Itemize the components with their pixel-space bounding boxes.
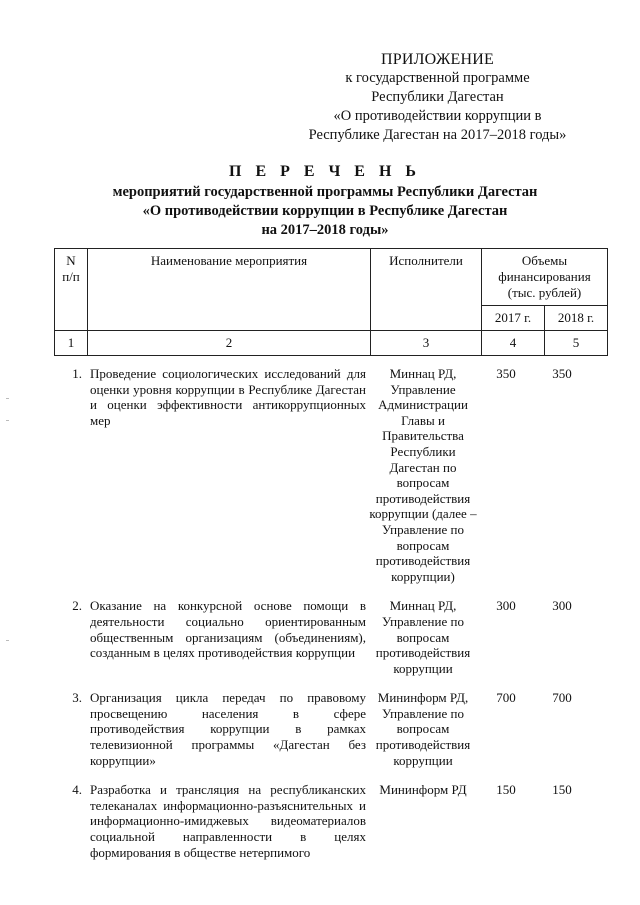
row-number: 3. [72,690,82,706]
scan-mark [6,420,9,421]
appendix-line: к государственной программе [345,70,530,86]
executor: Мининформ РД [379,782,467,798]
header-financing: Объемы финансирования (тыс. рублей) [482,249,608,306]
executor: Мининформ РД, Управление по вопросам противодействия коррупции [375,690,471,768]
table-row [54,782,590,860]
scan-mark [6,398,9,399]
activity-name: Организация цикла передач по правовому просвещению населения в сфере противодействия коррупции в рамках телевизионной программы «Дагестан без коррупции» [90,690,366,768]
activity-name: Оказание на конкурсной основе помощи в деятельности социально ориентированным общественным организациям (объединениям), созданным в целях противодействия коррупции [90,598,366,661]
index-cell: 2 [88,331,371,356]
appendix-block [280,50,595,145]
appendix-title: ПРИЛОЖЕНИЕ [380,51,494,68]
value-2017: 300 [496,598,516,614]
value-2018: 150 [552,782,572,798]
row-number: 1. [72,366,82,381]
heading-line: мероприятий государственной программы Республики Дагестан [112,184,538,200]
value-2018: 700 [552,690,572,706]
index-cell: 5 [545,331,608,356]
header-year-2018: 2018 г. [545,306,608,331]
table-row [54,366,590,584]
row-number: 2. [72,598,82,614]
header-num: N п/п [55,249,88,331]
row-number: 4. [72,782,82,798]
table-row [54,598,590,676]
executor: Миннац РД, Управление Администрации Главы и Правительства Республики Дагестан по вопросам противодействия коррупции (далее – Управление по вопросам противодействия коррупции) [369,366,477,584]
index-cell: 1 [55,331,88,356]
activity-list [54,366,590,874]
table-header [54,248,608,356]
appendix-line: Республики Дагестан [371,89,504,105]
document-heading [60,162,590,240]
value-2017: 700 [496,690,516,706]
document-title: П Е Р Е Ч Е Н Ь [229,163,421,180]
value-2017: 350 [496,366,516,381]
value-2017: 150 [496,782,516,798]
header-executor: Исполнители [371,249,482,331]
activity-name: Проведение социологических исследований для оценки уровня коррупции в Республике Дагестан и оценки эффективности антикоррупционных мер [90,366,366,428]
appendix-line: Республике Дагестан на 2017–2018 годы» [308,127,567,143]
value-2018: 300 [552,598,572,614]
value-2018: 350 [552,366,572,381]
index-cell: 3 [371,331,482,356]
heading-line: «О противодействии коррупции в Республике Дагестан [142,203,508,219]
appendix-line: «О противодействии коррупции в [333,108,542,124]
index-cell: 4 [482,331,545,356]
heading-line: на 2017–2018 годы» [261,222,389,238]
scan-mark [6,640,9,641]
executor: Миннац РД, Управление по вопросам противодействия коррупции [375,598,471,676]
activity-name: Разработка и трансляция на республиканских телеканалах информационно-разъяснительных и информационно-имиджевых видеоматериалов социальной направленности в целях формирования в обществе нетерпимого [90,782,366,860]
header-year-2017: 2017 г. [482,306,545,331]
header-name: Наименование мероприятия [88,249,371,331]
table-row [54,690,590,768]
